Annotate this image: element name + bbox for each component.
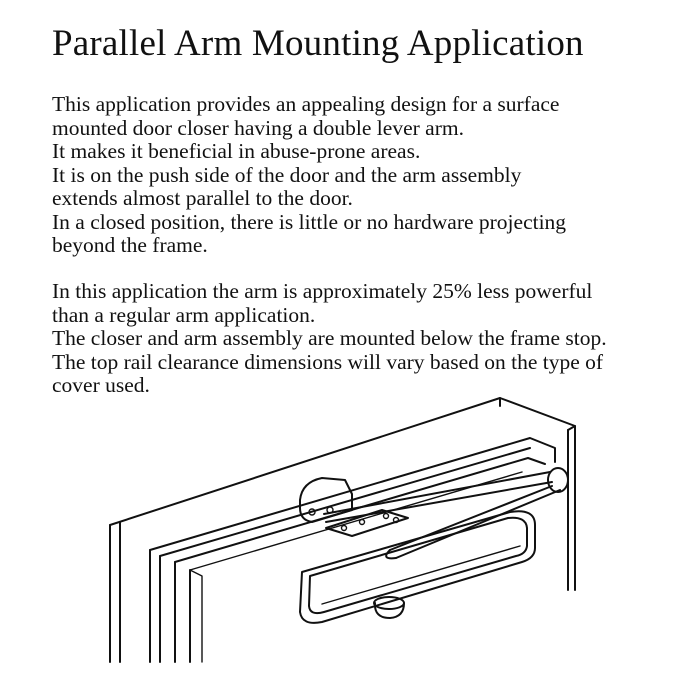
text-line: mounted door closer having a double lever arm. bbox=[52, 115, 464, 140]
text-line: The closer and arm assembly are mounted below the frame stop. bbox=[52, 326, 607, 350]
text-line: extends almost parallel to the door. bbox=[52, 186, 353, 210]
text-line: In a closed position, there is little or no hardware projecting bbox=[52, 209, 567, 234]
text-line: This application provides an appealing design for a surface bbox=[52, 92, 560, 116]
description-paragraph-1 bbox=[52, 93, 566, 258]
text-line: than a regular arm application. bbox=[52, 302, 316, 327]
text-line: It is on the push side of the door and the arm assembly bbox=[52, 162, 522, 187]
closer-body bbox=[300, 511, 535, 623]
text-line: In this application the arm is approximately 25% less powerful bbox=[52, 279, 593, 303]
parallel-arm-door-closer-icon bbox=[90, 390, 610, 670]
text-line: beyond the frame. bbox=[52, 233, 208, 257]
text-line: The top rail clearance dimensions will vary based on the type of bbox=[52, 349, 604, 374]
door-closer-illustration bbox=[90, 390, 610, 670]
text-line: cover used. bbox=[52, 373, 150, 397]
description-paragraph-2 bbox=[52, 280, 607, 398]
text-line: It makes it beneficial in abuse-prone areas. bbox=[52, 139, 421, 163]
page-title: Parallel Arm Mounting Application bbox=[52, 23, 584, 64]
